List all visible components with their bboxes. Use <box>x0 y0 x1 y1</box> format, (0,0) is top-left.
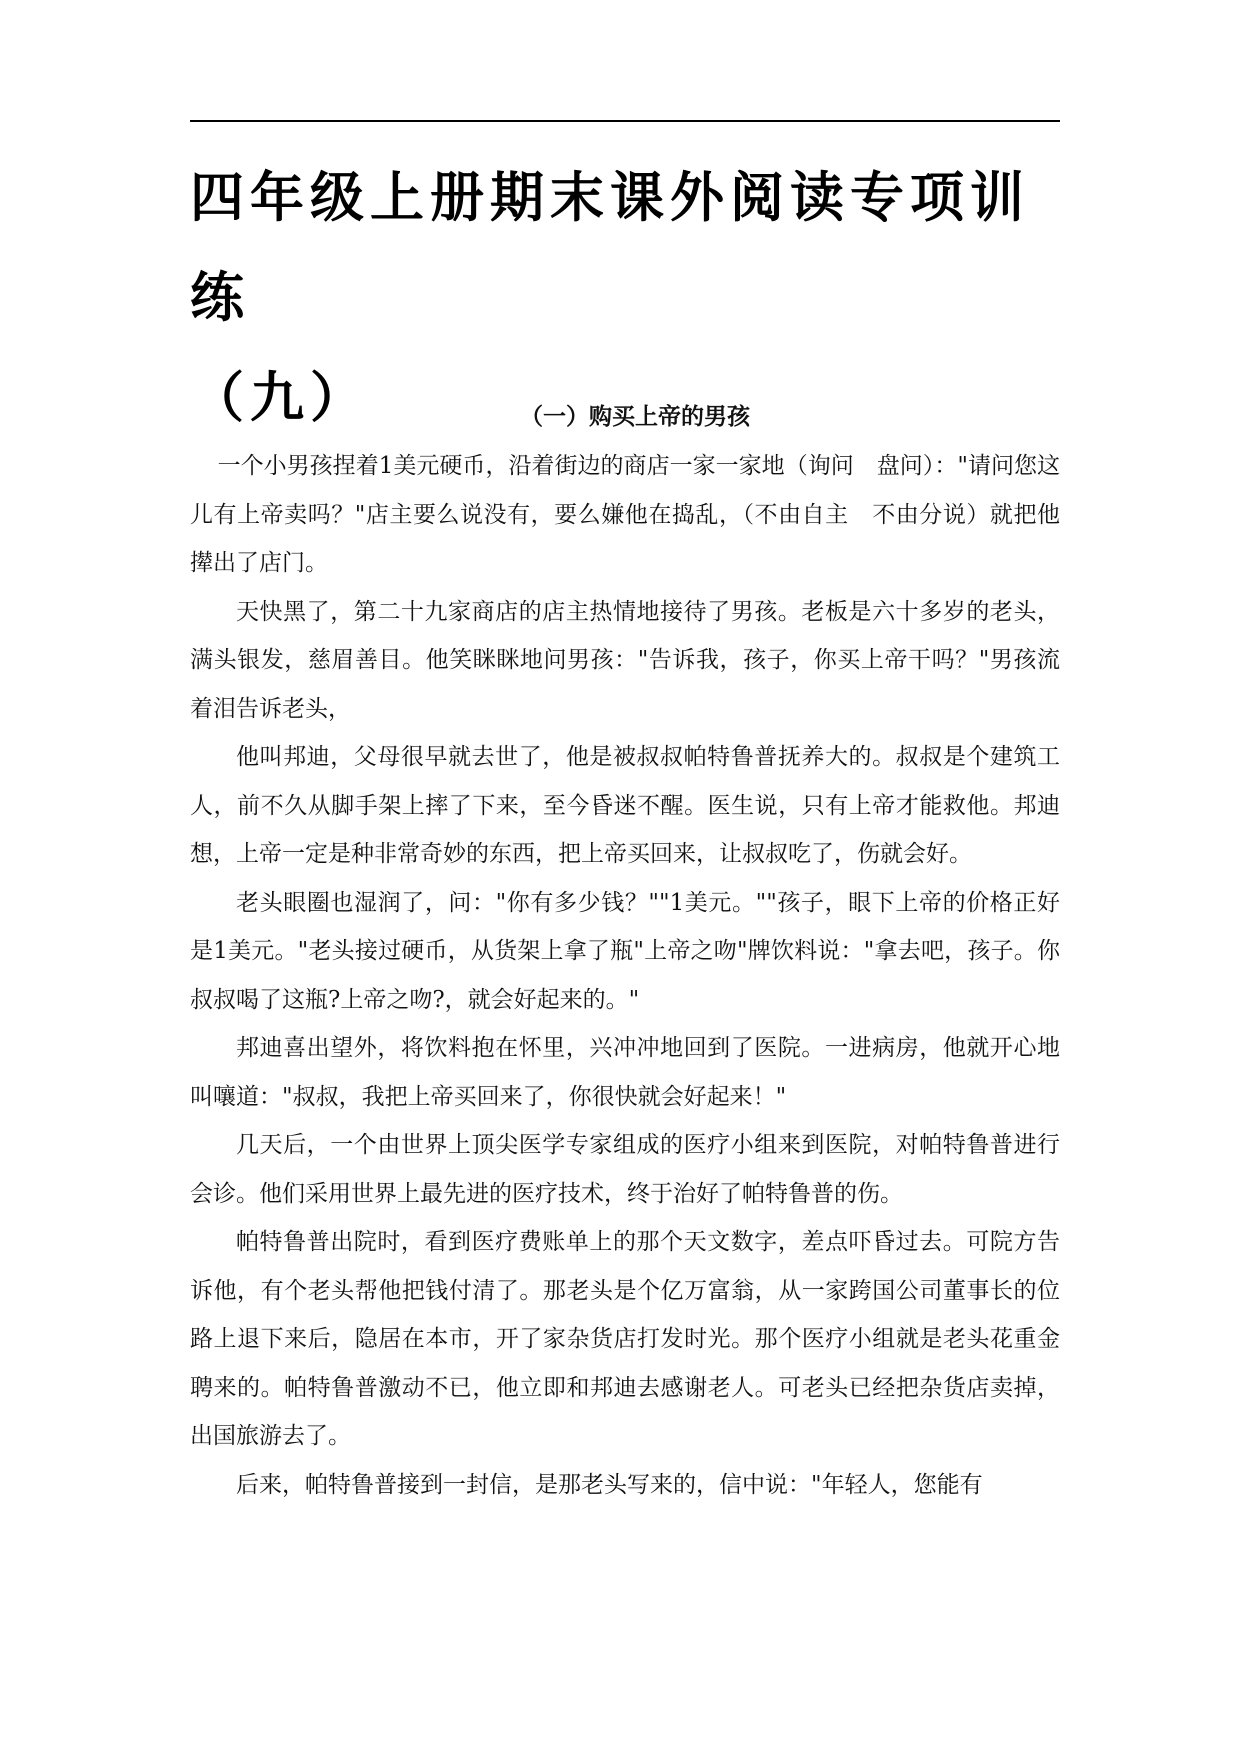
passage-body <box>190 442 1060 1509</box>
paragraph-3: 他叫邦迪，父母很早就去世了，他是被叔叔帕特鲁普抚养大的。叔叔是个建筑工人，前不久从脚手架上摔了下来，至今昏迷不醒。医生说，只有上帝才能救他。邦迪想，上帝一定是种非常奇妙的东西，把上帝买回来，让叔叔吃了，伤就会好。 <box>190 744 1060 867</box>
section-heading: （一）购买上帝的男孩 <box>520 403 750 430</box>
paragraph-1: 一个小男孩捏着1美元硬币，沿着街边的商店一家一家地（询问 盘问）："请问您这儿有上帝卖吗？"店主要么说没有，要么嫌他在捣乱，（不由自主 不由分说）就把他撵出了店门。 <box>190 453 1060 576</box>
paragraph-2: 天快黑了，第二十九家商店的店主热情地接待了男孩。老板是六十多岁的老头，满头银发，慈眉善目。他笑眯眯地问男孩："告诉我，孩子，你买上帝干吗？"男孩流着泪告诉老头， <box>190 598 1060 722</box>
paragraph-8: 后来，帕特鲁普接到一封信，是那老头写来的，信中说："年轻人，您能有 <box>236 1471 983 1498</box>
paragraph-6: 几天后，一个由世界上顶尖医学专家组成的医疗小组来到医院，对帕特鲁普进行会诊。他们采用世界上最先进的医疗技术，终于治好了帕特鲁普的伤。 <box>190 1132 1060 1207</box>
header-rule <box>190 120 1060 122</box>
paragraph-7: 帕特鲁普出院时，看到医疗费账单上的那个天文数字，差点吓昏过去。可院方告诉他，有个老头帮他把钱付清了。那老头是个亿万富翁，从一家跨国公司董事长的位路上退下来后，隐居在本市，开了家杂货店打发时光。那个医疗小组就是老头花重金聘来的。帕特鲁普激动不已，他立即和邦迪去感谢老人。可老头已经把杂货店卖掉，出国旅游去了。 <box>190 1229 1060 1449</box>
document-title: 四年级上册期末课外阅读专项训练 （九） <box>190 166 1030 429</box>
paragraph-4: 老头眼圈也湿润了，问："你有多少钱？""1美元。""孩子，眼下上帝的价格正好是1美元。"老头接过硬币，从货架上拿了瓶"上帝之吻"牌饮料说："拿去吧，孩子。你叔叔喝了这瓶?上帝之吻?，就会好起来的。" <box>190 889 1060 1013</box>
paragraph-5: 邦迪喜出望外，将饮料抱在怀里，兴冲冲地回到了医院。一进病房，他就开心地叫嚷道："叔叔，我把上帝买回来了，你很快就会好起来！" <box>190 1035 1060 1110</box>
